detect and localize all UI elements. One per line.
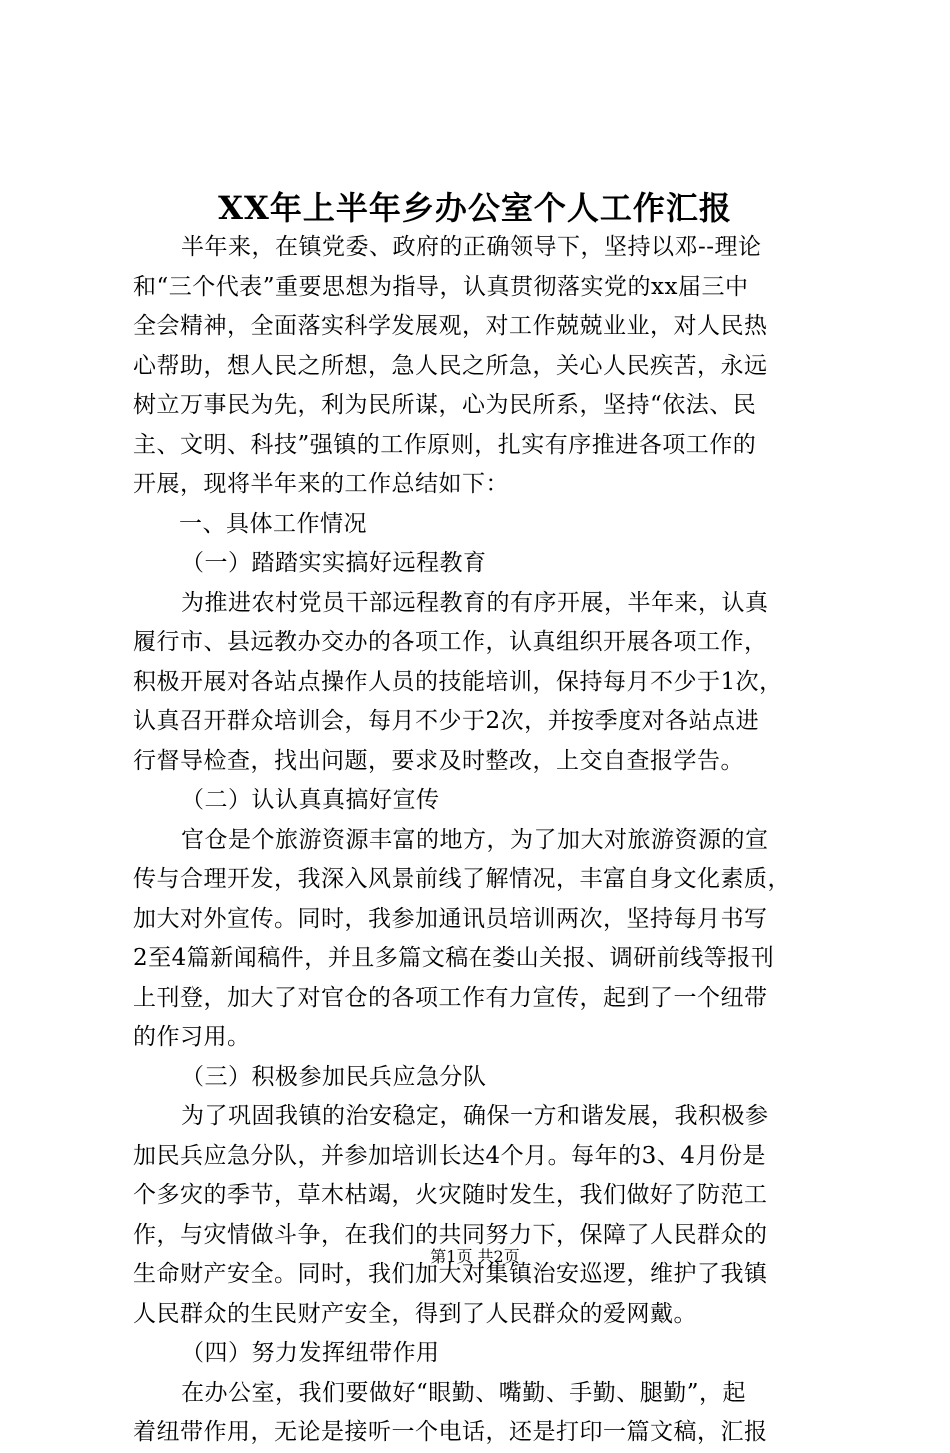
- text-line: 为了巩固我镇的治安稳定，确保一方和谐发展，我积极参: [181, 1103, 769, 1129]
- page-footer: 第1页 共2页: [430, 1247, 520, 1266]
- subsection-heading: （三）积极参加民兵应急分队: [181, 1063, 487, 1090]
- document-title: XX年上半年乡办公室个人工作汇报: [218, 189, 732, 227]
- text-line: 着纽带作用，无论是接听一个电话，还是打印一篇文稿，汇报: [133, 1419, 768, 1445]
- text-line: 履行市、县远教办交办的各项工作，认真组织开展各项工作，: [133, 629, 768, 655]
- text-line: 为推进农村党员干部远程教育的有序开展，半年来，认真: [181, 589, 769, 616]
- text-line: 生命财产安全。同时，我们加大对集镇治安巡逻，维护了我镇: [133, 1261, 768, 1287]
- text-line: 和“三个代表”重要思想为指导，认真贯彻落实党的xx届三中: [133, 273, 749, 300]
- text-line: 行督导检查，找出问题，要求及时整改，上交自查报学告。: [133, 747, 744, 774]
- subsection-heading: （四）努力发挥纽带作用: [181, 1340, 440, 1366]
- text-line: 个多灾的季节，草木枯竭，火灾随时发生，我们做好了防范工: [133, 1182, 768, 1208]
- text-line: 上刊登，加大了对官仓的各项工作有力宣传，起到了一个纽带: [133, 984, 768, 1011]
- text-line: 开展，现将半年来的工作总结如下：: [133, 471, 509, 497]
- text-line: 在办公室，我们要做好“眼勤、嘴勤、手勤、腿勤”，起: [181, 1379, 747, 1406]
- text-line: 心帮助，想人民之所想，急人民之所急，关心人民疾苦，永远: [133, 352, 768, 379]
- text-line: 加大对外宣传。同时，我参加通讯员培训两次，坚持每月书写: [133, 905, 768, 932]
- text-line: 2至4篇新闻稿件，并且多篇文稿在娄山关报、调研前线等报刊: [133, 945, 775, 971]
- text-line: 树立万事民为先，利为民所谋，心为民所系，坚持“依法、民: [133, 392, 757, 418]
- subsection-heading: （二）认认真真搞好宣传: [181, 787, 440, 813]
- text-line: 传与合理开发，我深入风景前线了解情况，丰富自身文化素质，: [133, 866, 791, 892]
- text-line: 人民群众的生民财产安全，得到了人民群众的爱网戴。: [133, 1300, 697, 1327]
- text-line: 的作习用。: [133, 1024, 251, 1050]
- section-heading: 一、具体工作情况: [179, 510, 367, 537]
- text-line: 主、文明、科技”强镇的工作原则，扎实有序推进各项工作的: [133, 431, 757, 458]
- text-line: 半年来，在镇党委、政府的正确领导下，坚持以邓--理论: [181, 234, 762, 260]
- text-line: 官仓是个旅游资源丰富的地方，为了加大对旅游资源的宣: [181, 826, 769, 853]
- text-line: 作，与灾情做斗争，在我们的共同努力下，保障了人民群众的: [133, 1221, 768, 1248]
- subsection-heading: （一）踏踏实实搞好远程教育: [181, 550, 487, 576]
- text-line: 加民兵应急分队，并参加培训长达4个月。每年的3、4月份是: [133, 1142, 766, 1169]
- text-line: 认真召开群众培训会，每月不少于2次，并按季度对各站点进: [133, 708, 760, 734]
- text-line: 积极开展对各站点操作人员的技能培训，保持每月不少于1次，: [133, 668, 783, 695]
- text-line: 全会精神，全面落实科学发展观，对工作兢兢业业，对人民热: [133, 313, 768, 339]
